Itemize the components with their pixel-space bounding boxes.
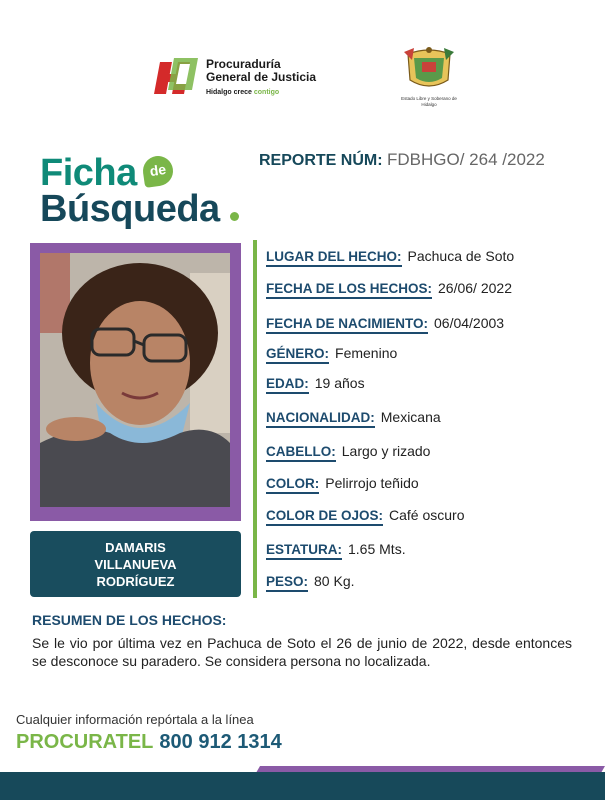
field-color: COLOR: Pelirrojo teñido [266, 475, 419, 491]
field-lugar: LUGAR DEL HECHO: Pachuca de Soto [266, 248, 514, 264]
title-de-badge: de [141, 154, 175, 188]
report-label: REPORTE NÚM: [259, 152, 383, 169]
footer-info: Cualquier información repórtala a la línea [16, 712, 254, 727]
org-line-1: Procuraduría [206, 57, 281, 71]
report-value: FDBHGO/ 264 /2022 [387, 150, 545, 169]
report-number [259, 150, 545, 170]
field-edad: EDAD: 19 años [266, 375, 365, 391]
field-fecha-nacimiento: FECHA DE NACIMIENTO: 06/04/2003 [266, 315, 504, 331]
title-dot [230, 212, 239, 221]
pgj-logo-text [206, 58, 316, 99]
field-estatura: ESTATURA: 1.65 Mts. [266, 541, 406, 557]
name-line-2: VILLANUEVA [94, 557, 177, 572]
field-peso: PESO: 80 Kg. [266, 573, 355, 589]
field-genero: GÉNERO: Femenino [266, 345, 397, 361]
hotline-name: PROCURATEL [16, 731, 154, 753]
name-line-3: RODRÍGUEZ [96, 574, 175, 589]
title-busqueda: Búsqueda [40, 188, 220, 230]
hotline-phone: 800 912 1314 [159, 731, 282, 753]
title-ficha: Ficha [40, 152, 137, 194]
field-cabello: CABELLO: Largo y rizado [266, 443, 430, 459]
person-photo [40, 253, 230, 507]
person-name-box [30, 531, 241, 597]
person-photo-image [40, 253, 230, 507]
summary-title: RESUMEN DE LOS HECHOS: [32, 612, 227, 628]
field-nacionalidad: NACIONALIDAD: Mexicana [266, 409, 441, 425]
state-seal-icon [400, 44, 458, 94]
field-color-ojos: COLOR DE OJOS: Café oscuro [266, 507, 465, 523]
org-line-2: General de Justicia [206, 70, 317, 84]
pgj-logo-icon [152, 56, 200, 98]
summary-text: Se le vio por última vez en Pachuca de Soto el 26 de junio de 2022, desde entonces se desconoce su paradero. Se considera persona no localizada. [32, 635, 572, 669]
seal-caption: Estado Libre y Soberano de Hidalgo [401, 96, 457, 107]
name-line-1: DAMARIS [105, 540, 166, 555]
slogan: Hidalgo crece contigo [206, 89, 280, 96]
hotline [16, 731, 282, 754]
green-divider [253, 240, 257, 598]
field-fecha-hechos: FECHA DE LOS HECHOS: 26/06/ 2022 [266, 280, 512, 296]
footer-band-dark [0, 772, 605, 800]
